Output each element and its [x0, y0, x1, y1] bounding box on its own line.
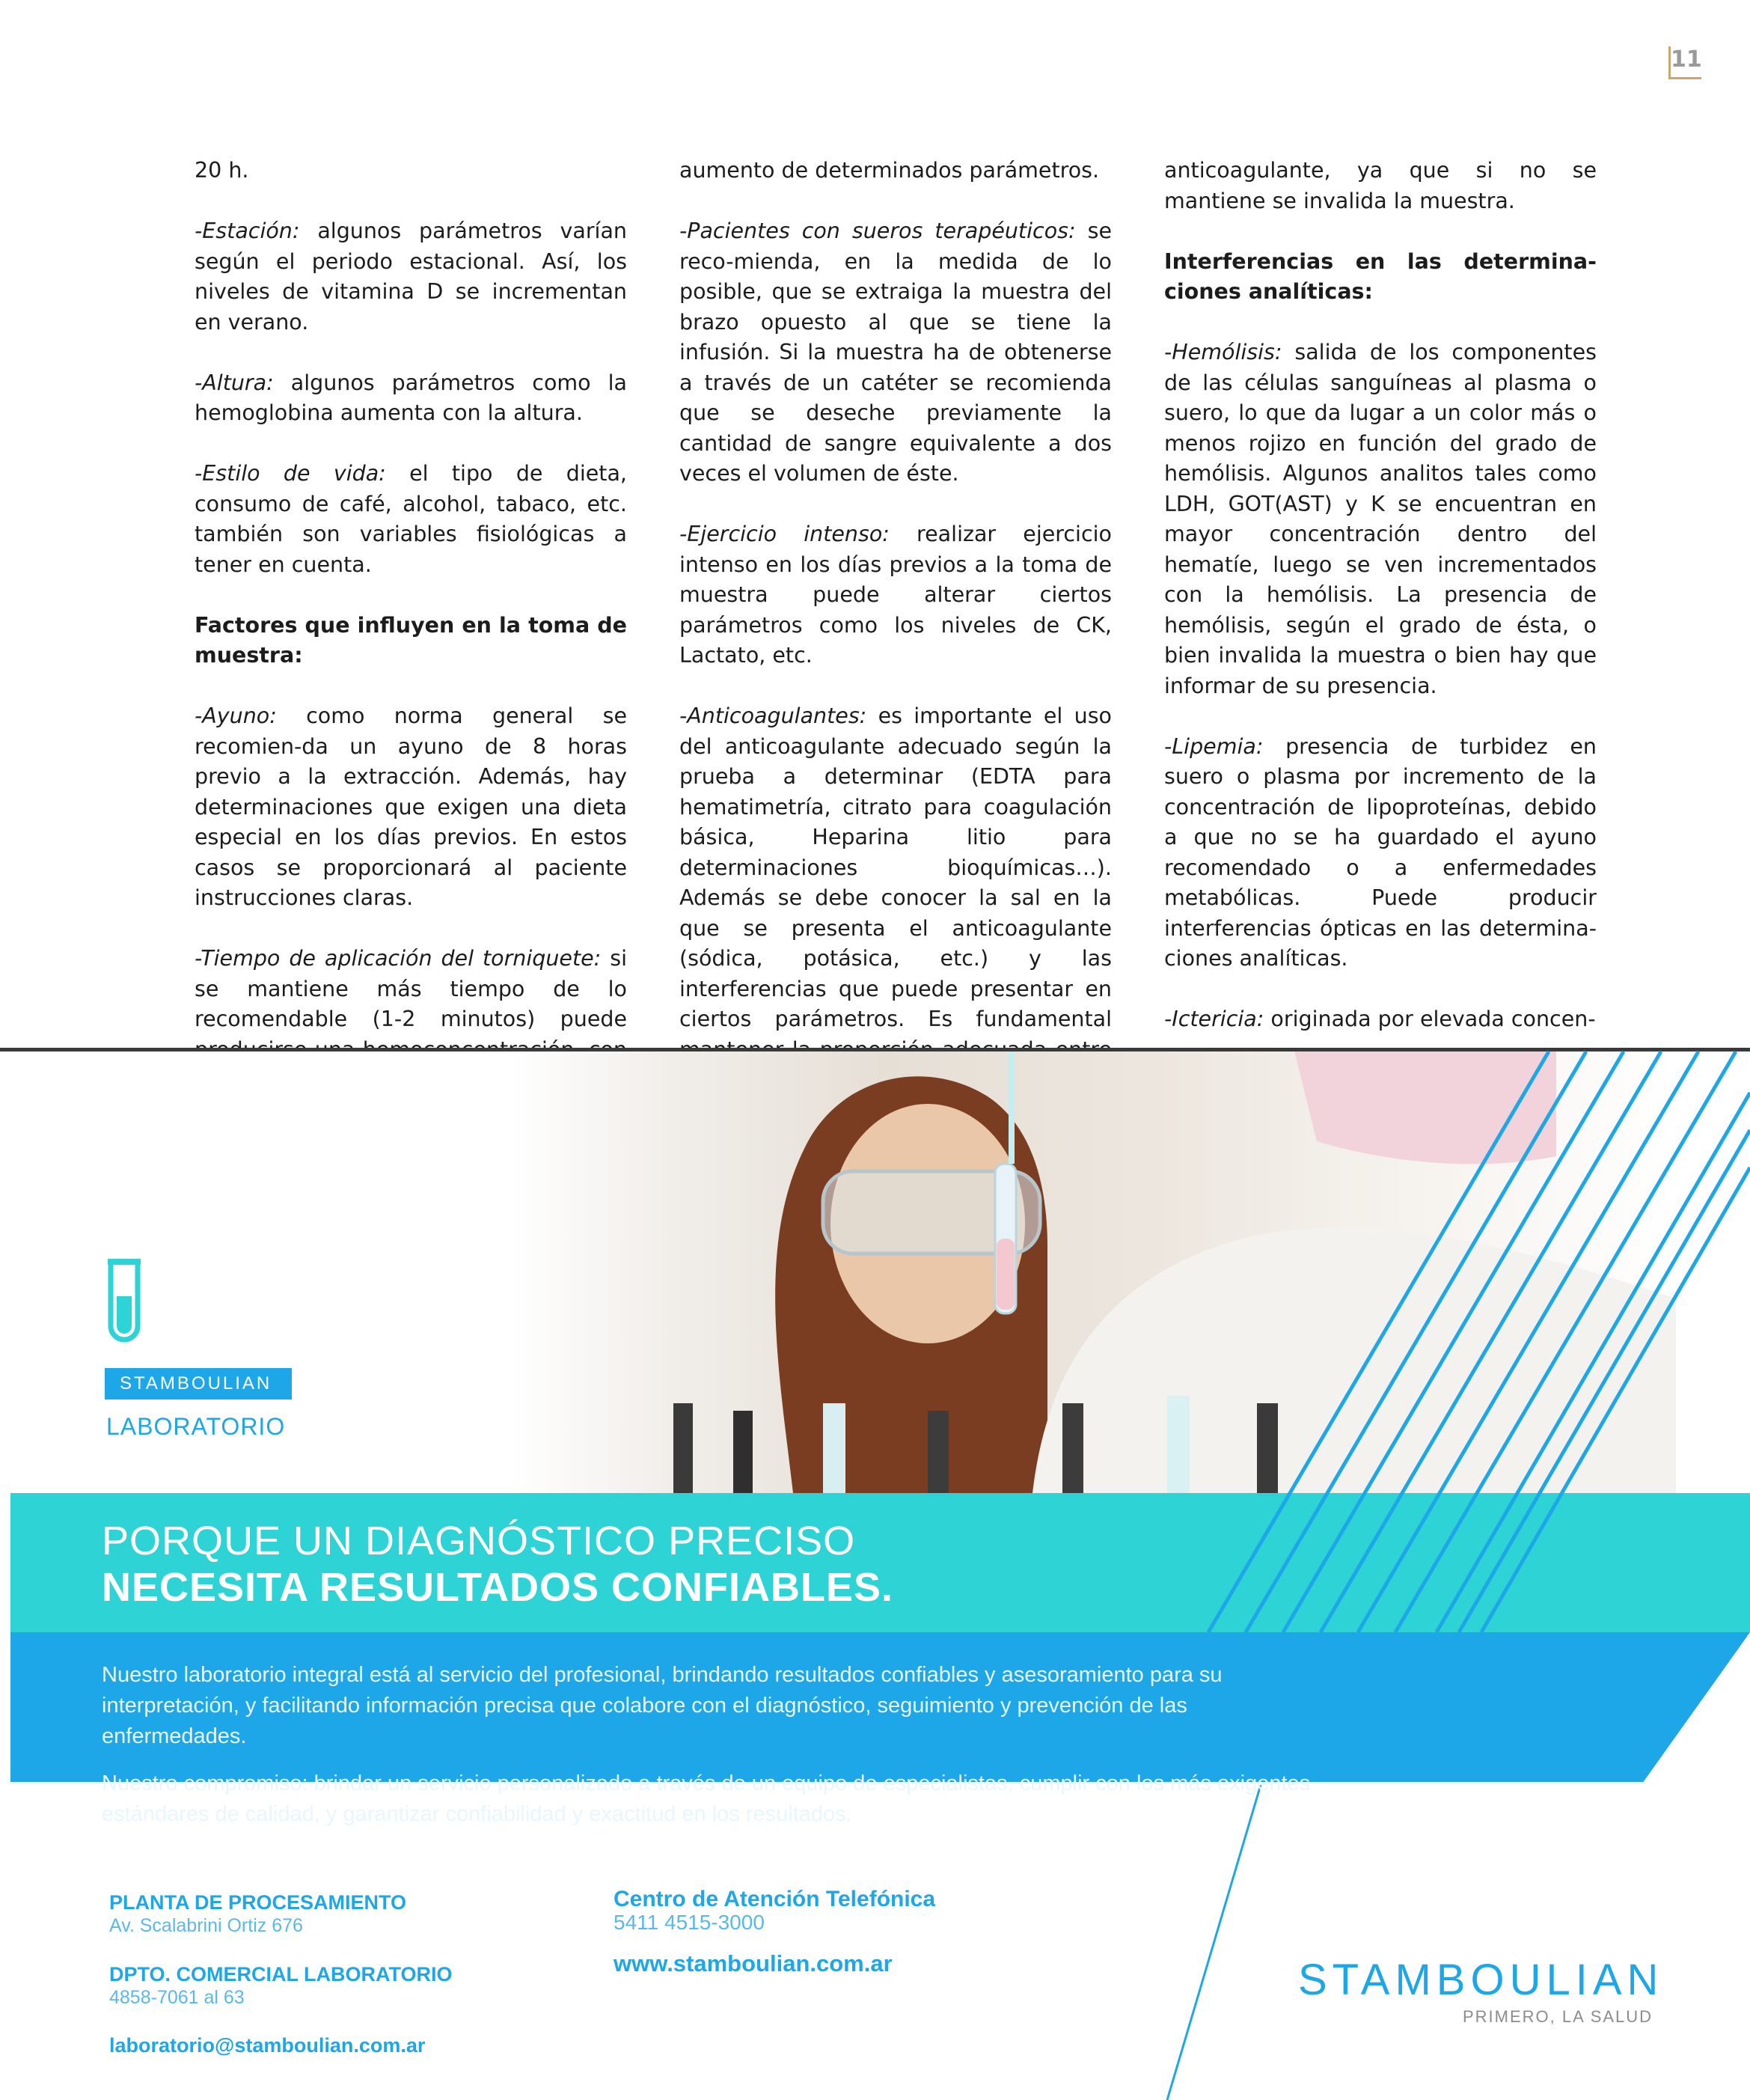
ad-body	[102, 1660, 1321, 1846]
paragraph-text: es importante el uso del anticoagulante adecuado según la prueba a determinar (EDTA para hematimetría, citrato para coagulación básica, Heparina litio para determinaciones bioquímicas…). Además se debe conocer la sal en la que se presenta el anticoagulante (sódica, potásica, etc.) y las interferencias que puede presentar en ciertos parámetros. Es fundamental	[679, 703, 1112, 1031]
email-link[interactable]: laboratorio@stamboulian.com.ar	[109, 2034, 426, 2057]
paragraph-text: salida de los componentes de las células sanguíneas al plasma o suero, lo que da lugar a un color más o menos rojizo en función del grado de hemólisis. Algunos analitos tales como LDH, GOT(AST) y K se encuentran en mayor concentración dentro del hematíe, luego se ven incrementados con la hemólisis. La presencia de hemólisis, según el grado de ésta, o bien invalida la muestra o bien hay que informar de su presencia.	[1164, 340, 1597, 698]
term-label: -Lipemia:	[1164, 733, 1264, 759]
brand-tagline: PRIMERO, LA SALUD	[1463, 2007, 1653, 2026]
section-heading: Factores que influyen en la toma de muestra:	[195, 612, 627, 668]
test-tube-icon	[105, 1257, 144, 1347]
advertisement	[0, 1048, 1750, 2100]
brand-logo: STAMBOULIAN	[1298, 1956, 1664, 2004]
article-paragraph	[195, 459, 627, 580]
logo-name: STAMBOULIAN	[105, 1368, 292, 1400]
article-column-1	[195, 156, 627, 1126]
sales-title: DPTO. COMERCIAL LABORATORIO	[109, 1963, 453, 1985]
article-column-3	[1164, 156, 1597, 1065]
term-label: -Ayuno:	[195, 703, 277, 728]
sales-contact	[109, 1962, 453, 2009]
ad-headline	[102, 1518, 1299, 1611]
article-paragraph	[1164, 732, 1597, 974]
article-paragraph	[679, 156, 1112, 186]
plant-title: PLANTA DE PROCESAMIENTO	[109, 1891, 407, 1914]
ad-body-paragraph-1: Nuestro laboratorio integral está al servicio del profesional, brindando resultados confiables y asesoramiento para su interpretación, y facilitando información precisa que colabore con el diagnóstico, seguimiento y prevención de las enfermedades.	[102, 1663, 1223, 1748]
paragraph-text: algunos parámetros como la hemoglobina aumenta con la altura.	[195, 370, 627, 425]
term-label: -Ictericia:	[1164, 1007, 1264, 1031]
article-paragraph	[1164, 338, 1597, 701]
paragraph-text: realizar ejercicio intenso en los días previos a la toma de muestra puede alterar ciertos parámetros como los niveles de CK, Lactato, etc.	[679, 522, 1112, 668]
paragraph-text: el tipo de dieta, consumo de café, alcohol, tabaco, etc. también son variables fisiológicas a tener en cuenta.	[195, 461, 627, 577]
plant-address: Av. Scalabrini Ortiz 676	[109, 1915, 303, 1936]
section-heading: Interferencias en las determina-ciones analíticas:	[1164, 248, 1597, 304]
call-phone: 5411 4515-3000	[614, 1911, 765, 1934]
term-label: -Estación:	[195, 219, 300, 243]
email-contact[interactable]	[109, 2034, 425, 2057]
logo-subtitle: LABORATORIO	[106, 1413, 286, 1440]
plant-contact	[109, 1890, 406, 1937]
term-label: -Estilo de vida:	[195, 461, 386, 486]
paragraph-text: 20 h.	[195, 158, 249, 183]
paragraph-text: si se mantiene más tiempo de lo recomendable (1-2 minutos) puede	[195, 946, 627, 1031]
article-paragraph	[1164, 156, 1597, 216]
headline-line-2: NECESITA RESULTADOS CONFIABLES.	[102, 1565, 894, 1610]
paragraph-text: se reco-mienda, en la medida de lo posible, que se extraiga la muestra del brazo opuesto al que se tiene la infusión. Si la muestra ha de obtenerse a través de un catéter se recomienda que se deseche previamente la cantidad de sangre equivalente a dos veces el volumen de éste.	[679, 219, 1112, 486]
term-label: -Hemólisis:	[1164, 340, 1282, 364]
article-paragraph	[1164, 1004, 1597, 1035]
paragraph-text: originada por elevada concen-	[1264, 1007, 1596, 1031]
article-paragraph	[195, 701, 627, 914]
article-column-2	[679, 156, 1112, 1126]
paragraph-text: algunos parámetros varían según el periodo estacional. Así, los niveles de vitamina D se incrementan en verano.	[195, 219, 627, 335]
term-label: -Ejercicio intenso:	[679, 522, 890, 546]
page-number: 11	[1668, 46, 1701, 79]
term-label: -Pacientes con sueros terapéuticos:	[679, 219, 1076, 243]
paragraph-text: como norma general se recomien-da un ayuno de 8 horas previo a la extracción. Además, hay determinaciones que exigen una dieta especial en los días previos. En estos casos se proporcionará al paciente instrucciones claras.	[195, 703, 627, 910]
term-label: -Altura:	[195, 370, 274, 395]
paragraph-text: presencia de turbidez en suero o plasma por incremento de la concentración de lipoproteínas, debido a que no se ha guardado el ayuno recomendado o a enfermedades metabólicas. Puede producir interferencias ópticas en las determina-ciones analíticas.	[1164, 733, 1597, 971]
article-paragraph	[679, 519, 1112, 671]
headline-line-1: PORQUE UN DIAGNÓSTICO PRECISO	[102, 1518, 856, 1563]
article-paragraph	[679, 216, 1112, 489]
article-paragraph	[679, 701, 1112, 1096]
article-paragraph	[195, 368, 627, 429]
term-label: -Anticoagulantes:	[679, 703, 867, 728]
article-paragraph	[195, 156, 627, 186]
website-link[interactable]: www.stamboulian.com.ar	[614, 1950, 893, 1977]
call-title: Centro de Atención Telefónica	[614, 1887, 936, 1911]
ad-body-paragraph-2: Nuestro compromiso: brindar un servicio personalizado a través de un equipo de especialistas, cumplir con los más exigentes estándares de calidad, y garantizar confiabilidad y exactitud en los resultados.	[102, 1771, 1311, 1826]
term-label: -Tiempo de aplicación del torniquete:	[195, 946, 602, 971]
paragraph-text: aumento de determinados parámetros.	[679, 158, 1100, 183]
web-contact[interactable]	[614, 1950, 893, 1977]
paragraph-text: anticoagulante, ya que si no se mantiene se invalida la muestra.	[1164, 158, 1597, 213]
article-paragraph	[195, 216, 627, 338]
call-center	[614, 1887, 935, 1934]
sales-phone: 4858-7061 al 63	[109, 1987, 245, 2008]
